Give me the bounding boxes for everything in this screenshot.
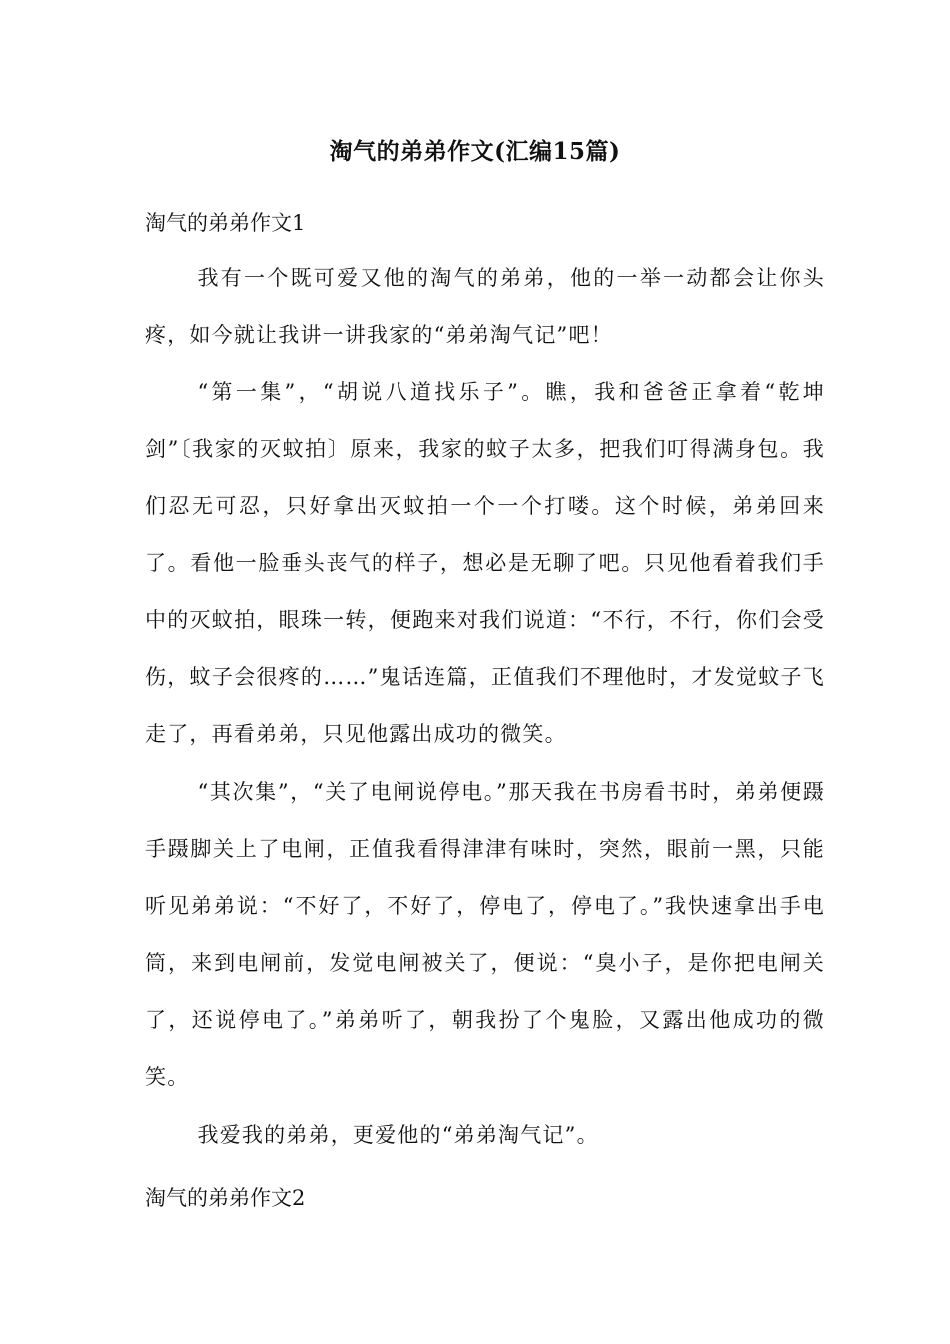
paragraph: 我爱我的弟弟，更爱他的“弟弟淘气记”。 [197, 1123, 599, 1147]
section-heading-2: 淘气的弟弟作文2 [145, 1186, 306, 1210]
paragraph: “第一集”，“胡说八道找乐子”。瞧，我和爸爸正拿着“乾坤剑”〔我家的灭蚊拍〕原来，我家的蚊子太多，把我们叮得满身包。我们忍无可忍，只好拿出灭蚊拍一个一个打喽。这个时候，弟弟回来了。看他一脸垂头丧气的样子，想必是无聊了吧。只见他看着我们手中的灭蚊拍，眼珠一转，便跑来对我们说道：“不行，不行，你们会受伤，蚊子会很疼的……”鬼话连篇，正值我们不理他时，才发觉蚊子飞走了，再看弟弟，只见他露出成功的微笑。 [145, 380, 825, 746]
paragraph: “其次集”，“关了电闸说停电。”那天我在书房看书时，弟弟便蹑手蹑脚关上了电闸，正值我看得津津有味时，突然，眼前一黑，只能听见弟弟说：“不好了，不好了，停电了，停电了。”我快速拿出手电筒，来到电闸前，发觉电闸被关了，便说：“臭小子，是你把电闸关了，还说停电了。”弟弟听了，朝我扮了个鬼脸，又露出他成功的微笑。 [145, 780, 825, 1089]
document-title: 淘气的弟弟作文(汇编15篇) [329, 138, 621, 165]
paragraph: 我有一个既可爱又他的淘气的弟弟，他的一举一动都会让你头疼，如今就让我讲一讲我家的“弟弟淘气记”吧！ [145, 266, 825, 347]
section-heading-1: 淘气的弟弟作文1 [145, 211, 306, 235]
